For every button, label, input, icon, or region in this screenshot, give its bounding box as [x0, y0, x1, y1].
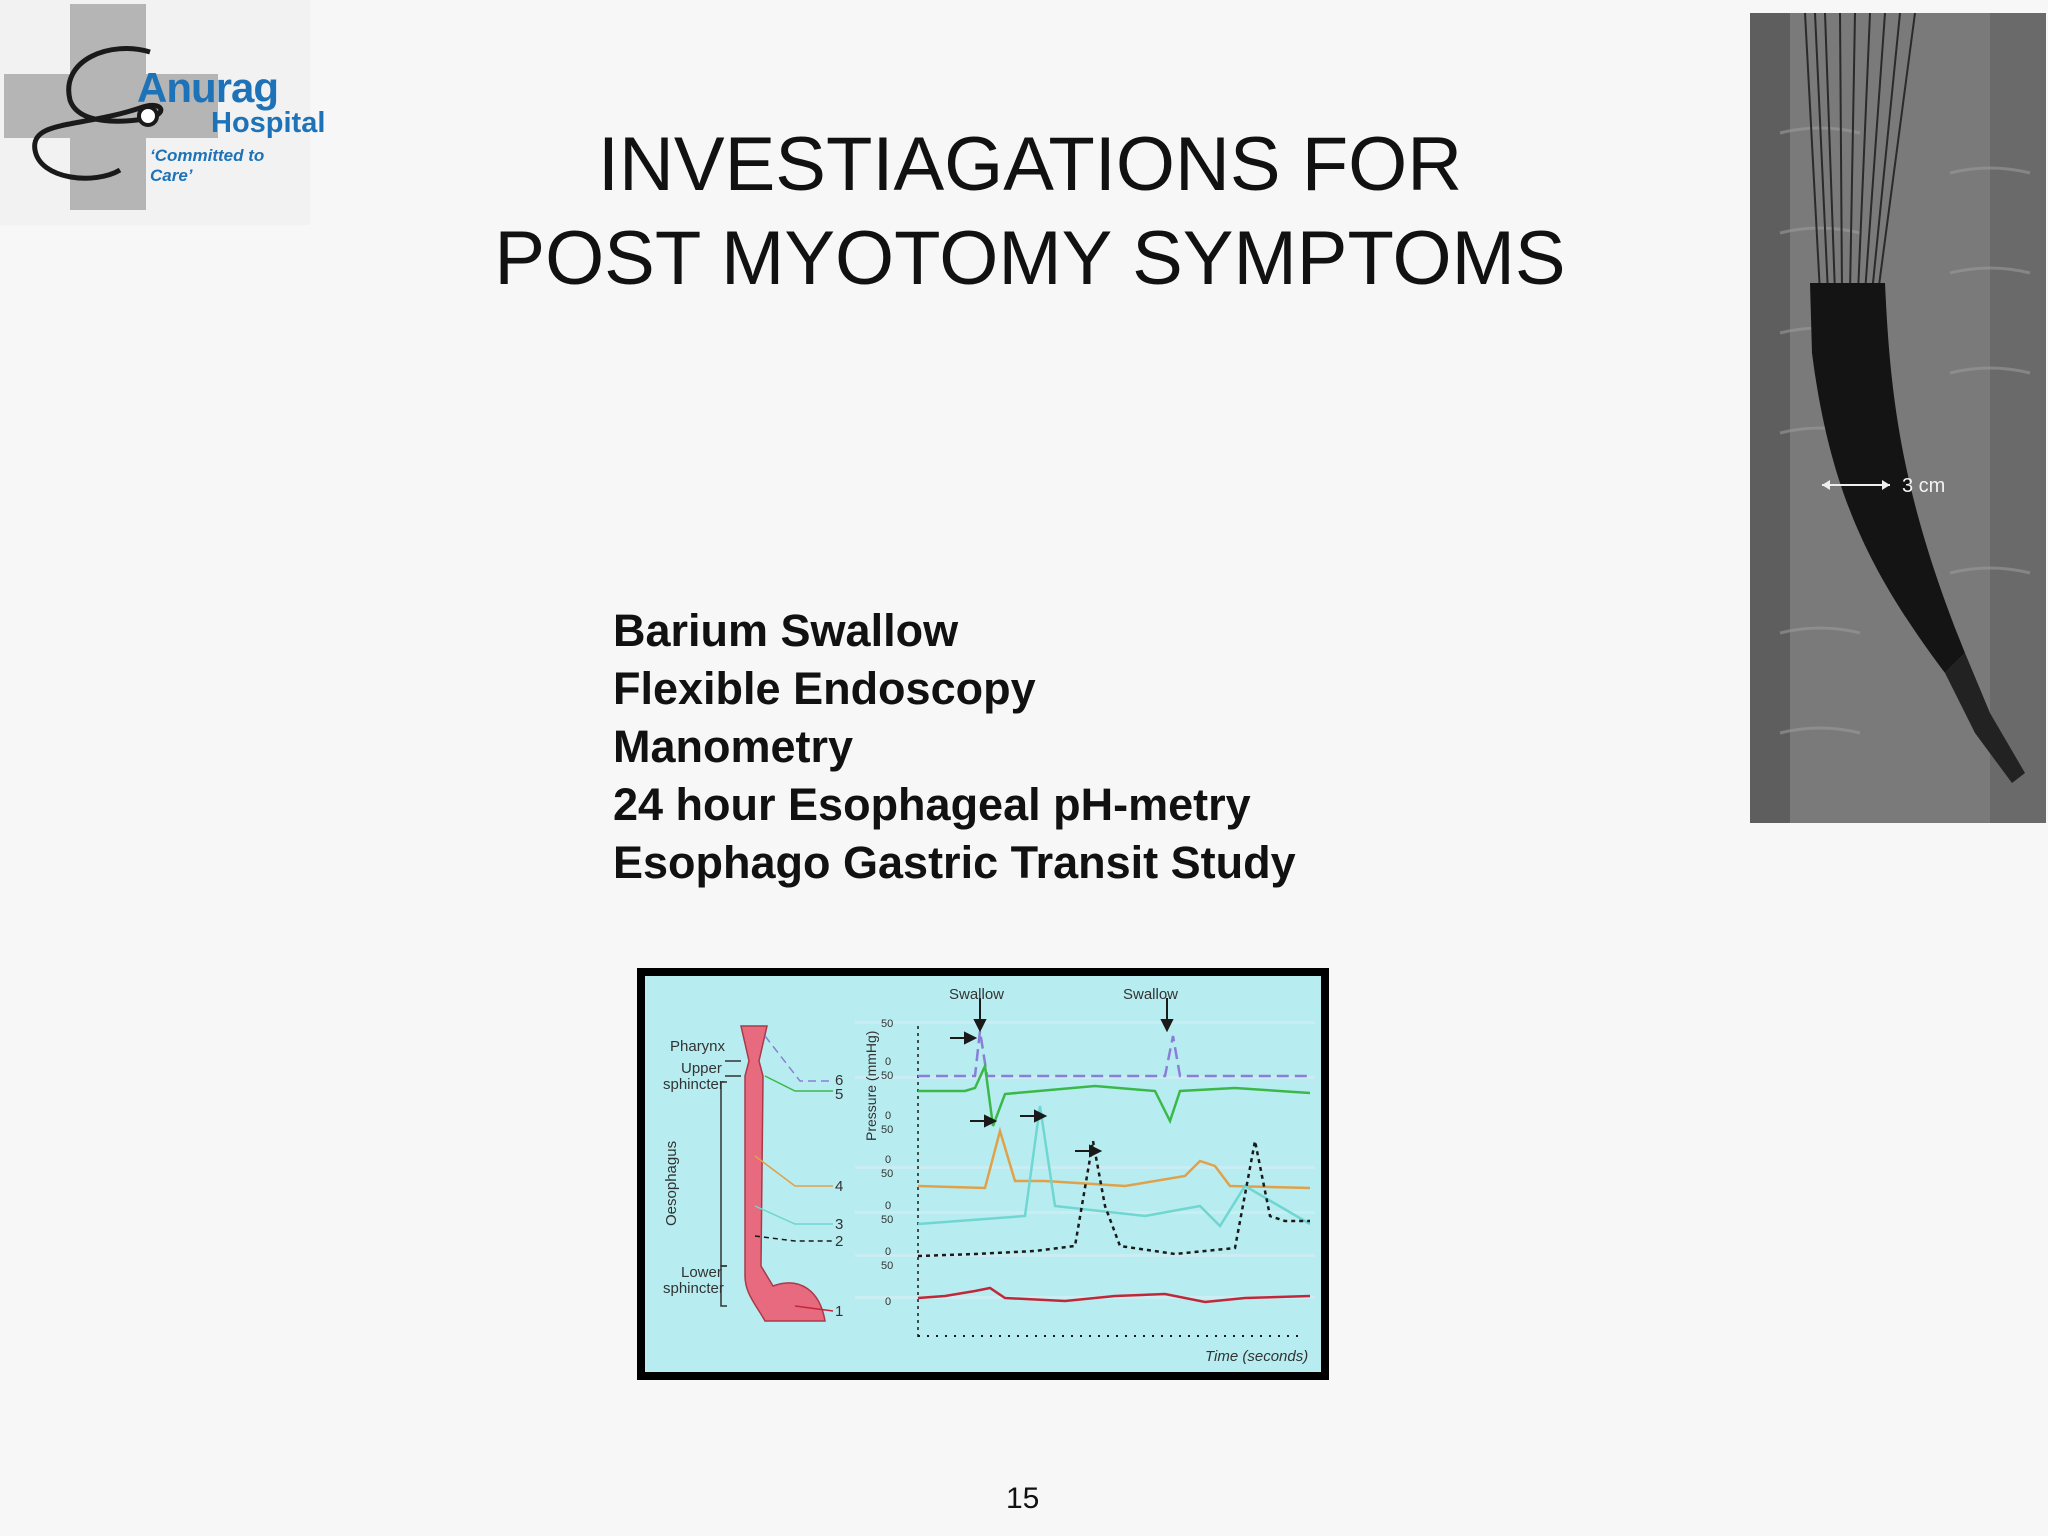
list-item: Barium Swallow — [613, 605, 959, 656]
oesophagus-label: Oesophagus — [663, 1140, 680, 1226]
axis-tick: 50 — [881, 1124, 894, 1136]
axis-tick: 0 — [885, 1110, 892, 1122]
trace-2 — [918, 1141, 1310, 1256]
channel-number: 3 — [835, 1216, 844, 1233]
channel-number: 2 — [835, 1233, 844, 1250]
axis-tick: 50 — [881, 1260, 894, 1272]
logo-subname: Hospital — [211, 107, 326, 139]
slide-title — [380, 118, 1680, 306]
title-line-2: POST MYOTOMY SYMPTOMS — [494, 216, 1566, 301]
list-item: Esophago Gastric Transit Study — [613, 837, 1296, 888]
title-line-1: INVESTIAGATIONS FOR — [597, 122, 1463, 207]
trace-6 — [918, 1031, 1310, 1076]
channel-number: 6 — [835, 1072, 844, 1089]
xray-measurement-label: 3 cm — [1902, 475, 1946, 497]
axis-tick: 50 — [881, 1168, 894, 1180]
channel-number: 1 — [835, 1303, 844, 1320]
upper-sphincter-label-1: Upper — [681, 1060, 722, 1077]
barium-swallow-xray-image — [1750, 13, 2046, 823]
axis-tick: 50 — [881, 1018, 894, 1030]
channel-number: 5 — [835, 1086, 844, 1103]
axis-tick: 0 — [885, 1246, 892, 1258]
upper-sphincter-label-2: sphincter — [663, 1076, 724, 1093]
list-item: Flexible Endoscopy — [613, 663, 1036, 714]
trace-1 — [918, 1288, 1310, 1302]
lower-sphincter-label-1: Lower — [681, 1264, 722, 1281]
list-item: 24 hour Esophageal pH-metry — [613, 779, 1251, 830]
swallow-label-2: Swallow — [1123, 986, 1179, 1003]
page-number: 15 — [1006, 1482, 1040, 1515]
pharynx-label: Pharynx — [670, 1038, 726, 1055]
logo-tagline: ‘Committed to Care’ — [150, 146, 265, 185]
axis-tick: 0 — [885, 1154, 892, 1166]
axis-tick: 0 — [885, 1296, 892, 1308]
esophagus-diagram — [725, 1026, 825, 1321]
list-item: Manometry — [613, 721, 854, 772]
manometry-figure — [637, 968, 1329, 1380]
manometry-figure-canvas — [645, 976, 1321, 1372]
lower-sphincter-label-2: sphincter — [663, 1280, 724, 1297]
swallow-label-1: Swallow — [949, 986, 1005, 1003]
axis-tick: 0 — [885, 1056, 892, 1068]
logo-name: Anurag — [137, 64, 278, 111]
y-axis-label: Pressure (mmHg) — [863, 1030, 879, 1141]
channel-number: 4 — [835, 1178, 844, 1195]
investigations-list — [613, 602, 1296, 892]
hospital-logo — [0, 0, 326, 225]
axis-tick: 0 — [885, 1200, 892, 1212]
axis-tick: 50 — [881, 1214, 894, 1226]
x-axis-label: Time (seconds) — [1205, 1348, 1309, 1365]
axis-tick: 50 — [881, 1070, 894, 1082]
